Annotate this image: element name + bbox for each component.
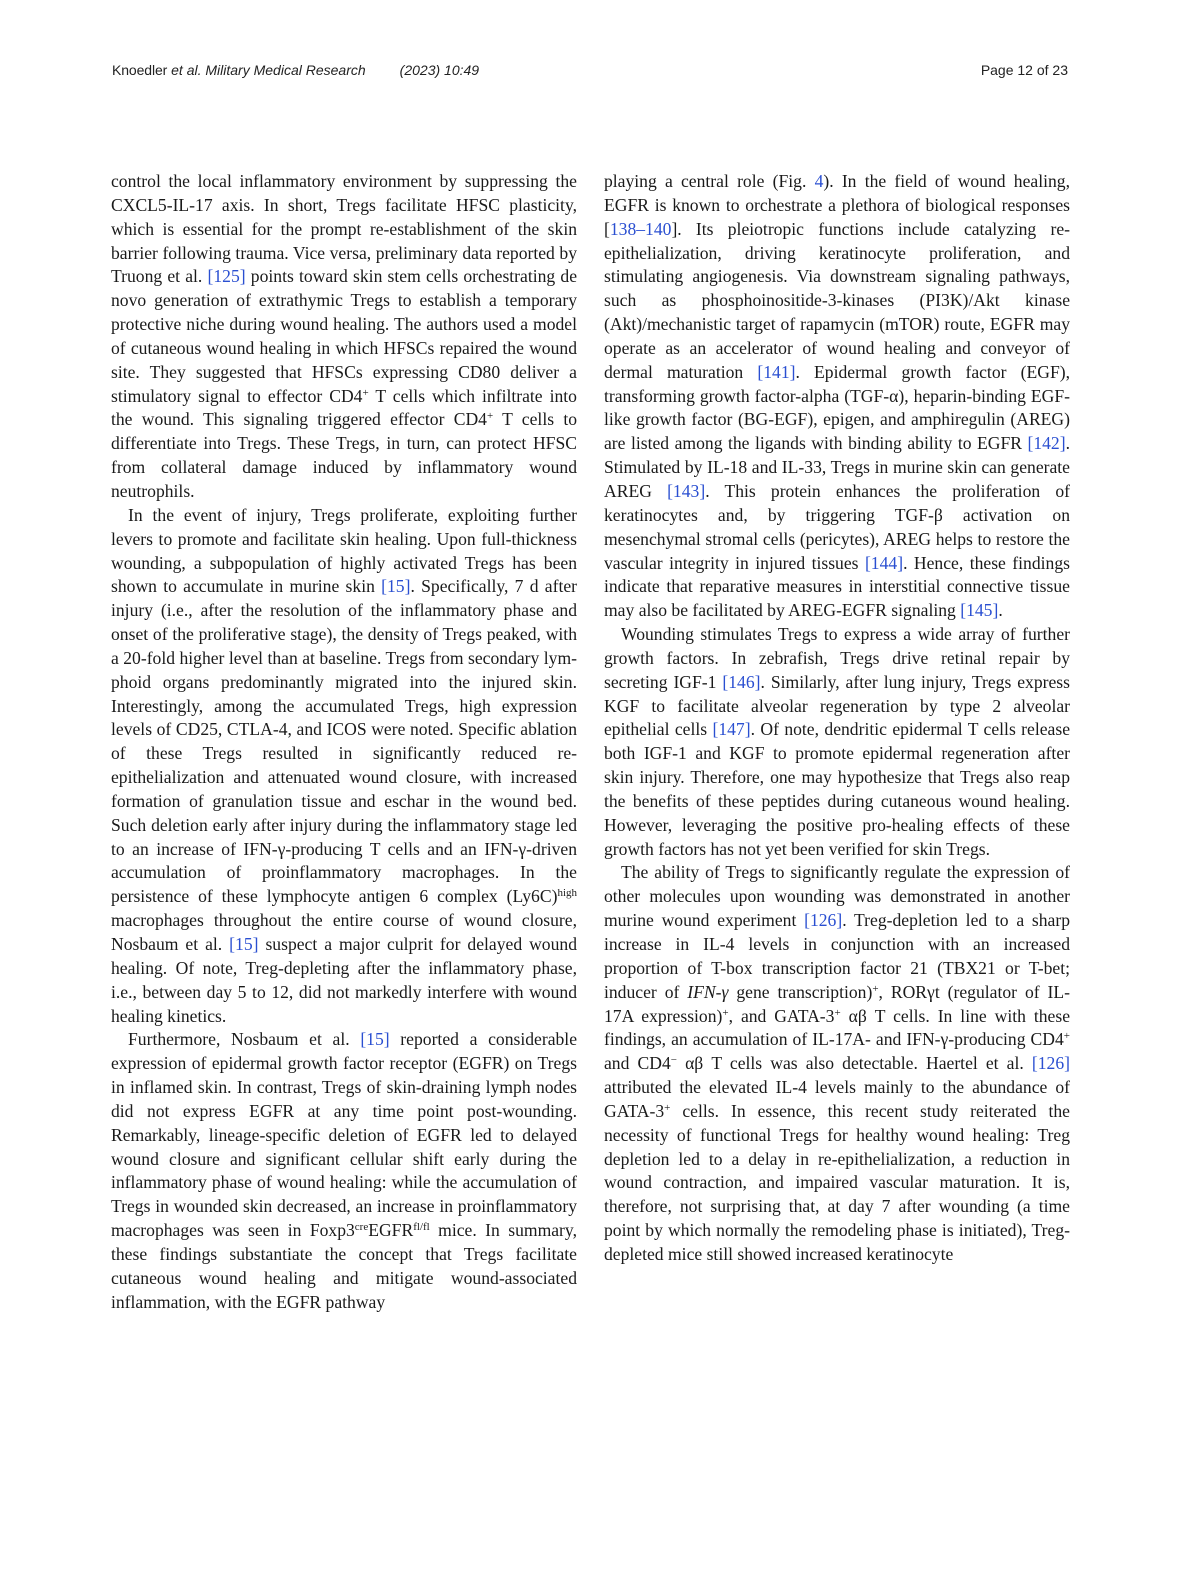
text-run: cells. In essence, this recent study reiterated the necessity of functional Tregs for healthy wound healing: Treg depletion led to a delay in re-epithelialization, a reduction in wound contraction, and impaired vascular maturation. It is, therefore, not surprising that, at day 7 after wounding (a time point by which normally the remodeling phase is initiated), Treg-depleted mice still showed increased keratinocyte	[604, 1100, 1070, 1264]
citation-link[interactable]: [141]	[757, 361, 796, 382]
text-run: T cells to differentiate into Tregs. These Tregs, in turn, can protect HFSC from collateral damage induced by inflammatory wound neutrophils.	[111, 409, 577, 501]
superscript: high	[557, 887, 577, 900]
header-etal: et al.	[167, 62, 202, 78]
superscript: cre	[354, 1221, 369, 1234]
text-run: . This protein enhances the proliferation of keratinocytes and, by triggering TGF-β activation on mesenchymal stromal cells (pericytes), AREG helps to restore the vascular integrity in injured tissues	[604, 480, 1070, 573]
text-run: . Hence, these findings indicate that reparative measures in interstitial connective tissue may also be facilitated by AREG-EGFR signaling	[604, 552, 1070, 621]
text-run: ). In the field of wound healing, EGFR is known to orchestrate a plethora of biological responses [	[604, 171, 1070, 239]
superscript: +	[834, 1006, 841, 1019]
citation-link[interactable]: [142]	[1027, 433, 1066, 454]
text-run: and CD4	[604, 1053, 671, 1074]
page-number: Page 12 of 23	[980, 62, 1068, 78]
citation-link[interactable]: [143]	[667, 480, 706, 501]
citation-link[interactable]: [126]	[1031, 1053, 1070, 1074]
text-run: macrophages throughout the entire course of wound closure, Nosbaum et al.	[111, 910, 577, 954]
text-run: . Treg-depletion led to a sharp increase in IL-4 levels in conjunction with an increased proportion of T-box transcription factor 21 (TBX21 or T-bet; inducer of	[604, 910, 1071, 1002]
text-run: αβ T cells. In line with these findings, an accumulation of IL-17A- and IFN-γ-producing CD4	[604, 1005, 1070, 1050]
text-run: Furthermore, Nosbaum et al.	[128, 1029, 361, 1050]
text-run: ]. Its pleiotropic functions include catalyzing re-epithelialization, driving keratinocyte proliferation, and stimulating angiogenesis. Via downstream signaling pathways, such as phosphoinositide-3-kinases (PI3K)/Akt kinase (Akt)/mechanistic target of rapamycin (mTOR) route, EGFR may operate as an accelerator of wound healing and conveyor of dermal maturation	[604, 218, 1070, 382]
citation-link[interactable]: 138–140	[609, 218, 672, 239]
text-run: . Stimulated by IL-18 and IL-33, Tregs in murine skin can generate AREG	[604, 433, 1070, 501]
superscript: +	[872, 982, 879, 995]
figure-link[interactable]: 4	[814, 171, 824, 191]
citation-link[interactable]: [145]	[960, 600, 999, 621]
paragraph	[604, 623, 1070, 861]
citation-link[interactable]: [126]	[804, 910, 843, 931]
paragraph	[604, 170, 1070, 623]
text-run: . Specifically, 7 d after injury (i.e., after the resolution of the inflammatory phase and onset of the proliferative stage), the density of Tregs peaked, with a 20-fold higher level than at baseline. Tregs from secondary lymphoid organs predominantly migrated into the injured skin. Interestingly, among the accumulated Tregs, high expression levels of CD25, CTLA-4, and ICOS were noted. Specific ablation of these Tregs resulted in significantly reduced re-epithelialization and attenuated wound closure, with increased formation of granulation tissue and eschar in the wound bed. Such deletion early after injury during the inflammatory stage led to an increase of IFN-γ-producing T cells and an IFN-γ-driven accumulation of proinflammatory macrophages. In the persistence of these lymphocyte antigen 6 complex (Ly6C)	[111, 576, 578, 907]
text-run: .	[998, 600, 1003, 621]
text-run: playing a central role (Fig.	[604, 171, 815, 191]
superscript: +	[722, 1006, 729, 1019]
citation-link[interactable]: [15]	[360, 1029, 390, 1050]
text-run: In the event of injury, Tregs proliferate, exploiting further levers to promote and facilitate skin healing. Upon full-thickness wounding, a subpopulation of highly activated Tregs has been shown to accumulate in murine skin	[111, 504, 577, 597]
header-year: (2023) 10:49	[399, 62, 480, 78]
text-run: suspect a major culprit for delayed wound healing. Of note, Treg-depleting after the inflammatory phase, i.e., between day 5 to 12, did not markedly interfere with wound healing kinetics.	[111, 934, 577, 1026]
text-run: gene transcription)	[728, 981, 873, 1002]
text-run: . Similarly, after lung injury, Tregs express KGF to facilitate alveolar regeneration by type 2 alveolar epithelial cells	[604, 671, 1070, 740]
text-run: Wounding stimulates Tregs to express a wide array of further growth factors. In zebrafish, Tregs drive retinal repair by secreting IGF-1	[604, 624, 1070, 692]
text-run: . Epidermal growth factor (EGF), transforming growth factor-alpha (TGF-α), heparin-binding EGF-like growth factor (BG-EGF), epigen, and amphiregulin (AREG) are listed among the ligands with binding ability to EGFR	[604, 361, 1070, 454]
text-run: , and GATA-3	[728, 1005, 835, 1026]
header-authors: Knoedler	[112, 62, 168, 78]
italic-term: IFN-γ	[687, 981, 729, 1002]
text-run: αβ T cells was also detectable. Haertel et al.	[676, 1053, 1032, 1074]
text-run: control the local inflammatory environment by suppressing the CXCL5-IL-17 axis. In short, Tregs facilitate HFSC plasticity, which is essential for the prompt re-establishment of the skin barrier following trauma. Vice versa, preliminary data reported by Truong et al.	[111, 171, 577, 287]
text-run: EGFR	[368, 1220, 414, 1241]
paragraph	[604, 861, 1070, 1266]
text-run: reported a considerable expression of epidermal growth factor receptor (EGFR) on Tregs in inflamed skin. In contrast, Tregs of skin-draining lymph nodes did not express EGFR at any time point post-wounding. Remarkably, lineage-specific deletion of EGFR led to delayed wound closure and significant cellular shift early during the inflammatory phase of wound healing: while the accumulation of Tregs in wounded skin decreased, an increase in proinflammatory macrophages was seen in Foxp3	[111, 1029, 577, 1241]
text-run: The ability of Tregs to significantly regulate the expression of other molecules upon wounding was demonstrated in another murine wound experiment	[604, 862, 1070, 931]
header-journal: Military Medical Research	[201, 62, 366, 78]
text-run: mice. In summary, these findings substantiate the concept that Tregs facilitate cutaneous wound healing and mitigate wound-associated inflammation, with the EGFR pathway	[111, 1220, 577, 1312]
text-run: attributed the elevated IL-4 levels mainly to the abundance of GATA-3	[604, 1077, 1070, 1121]
citation-link[interactable]: [144]	[864, 552, 904, 573]
text-run: points toward skin stem cells orchestrating de novo generation of extrathymic Tregs to establish a temporary protective niche during wound healing. The authors used a model of cutaneous wound healing in which HFSCs repaired the wound site. They suggested that HFSCs expressing CD80 deliver a stimulatory signal to effector CD4	[111, 266, 577, 406]
superscript: +	[486, 410, 494, 423]
superscript: +	[664, 1101, 671, 1114]
citation-link[interactable]: [125]	[207, 266, 246, 287]
right-column	[604, 170, 1070, 1267]
citation-line	[112, 62, 479, 78]
running-header	[112, 62, 1068, 86]
citation-link[interactable]: [146]	[722, 671, 761, 692]
left-column	[111, 170, 577, 1315]
superscript: +	[362, 386, 369, 399]
paragraph	[111, 170, 577, 504]
superscript: fl/fl	[413, 1221, 430, 1234]
text-run: . Of note, dendritic epidermal T cells release both IGF-1 and KGF to promote epidermal regeneration after skin injury. Therefore, one may hypothesize that Tregs also reap the benefits of these peptides during cutaneous wound healing. However, leveraging the positive pro-healing effects of these growth factors has not yet been verified for skin Tregs.	[604, 719, 1071, 859]
paragraph	[111, 1028, 577, 1314]
citation-link[interactable]: [15]	[229, 934, 259, 954]
text-run: , RORγt (regulator of IL-17A expression)	[604, 981, 1070, 1026]
superscript: −	[670, 1054, 677, 1067]
paragraph	[111, 504, 577, 1029]
citation-link[interactable]: [147]	[712, 719, 751, 740]
text-run: T cells which infiltrate into the wound. This signaling triggered effector CD4	[111, 385, 577, 430]
superscript: +	[1063, 1030, 1070, 1043]
citation-link[interactable]: [15]	[381, 576, 411, 597]
